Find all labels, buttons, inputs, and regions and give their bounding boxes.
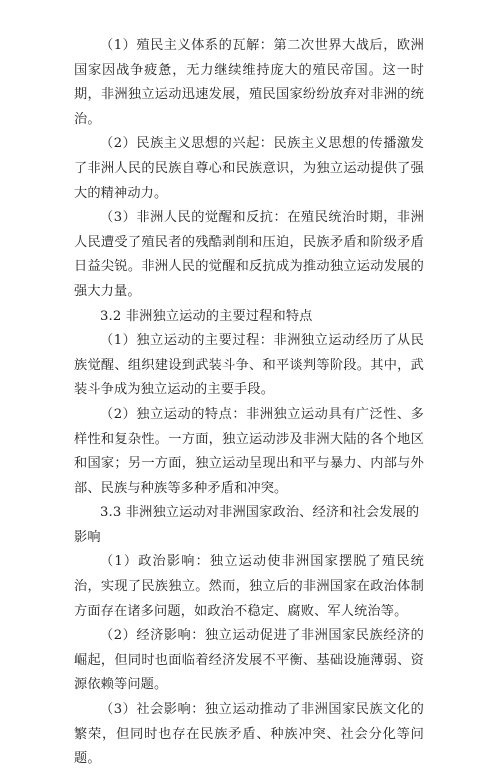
section-heading-3-2: 3.2 非洲独立运动的主要过程和特点 bbox=[100, 308, 313, 324]
section-heading-3-3: 3.3 非洲独立运动对非洲国家政治、经济和社会发展的影响 bbox=[74, 505, 420, 545]
paragraph-economic-impact: （2）经济影响：独立运动促进了非洲国家民族经济的崛起，但同时也面临着经济发展不平衡、基础设施薄弱、资源依赖等问题。 bbox=[74, 628, 424, 693]
paragraph-social-impact: （3）社会影响：独立运动推动了非洲国家民族文化的繁荣，但同时也存在民族矛盾、种族冲突、社会分化等问题。 bbox=[74, 702, 424, 767]
paragraph-characteristics: （2）独立运动的特点：非洲独立运动具有广泛性、多样性和复杂性。一方面，独立运动涉及非洲大陆的各个地区和国家；另一方面，独立运动呈现出和平与暴力、内部与外部、民族与种族等多种矛盾和冲突。 bbox=[74, 406, 424, 496]
paragraph-nationalism: （2）民族主义思想的兴起：民族主义思想的传播激发了非洲人民的民族自尊心和民族意识，为独立运动提供了强大的精神动力。 bbox=[74, 136, 424, 201]
paragraph-political-impact: （1）政治影响：独立运动使非洲国家摆脱了殖民统治，实现了民族独立。然而，独立后的非洲国家在政治体制方面存在诸多问题，如政治不稳定、腐败、军人统治等。 bbox=[74, 554, 424, 619]
paragraph-awakening: （3）非洲人民的觉醒和反抗：在殖民统治时期，非洲人民遭受了殖民者的残酷剥削和压迫，民族矛盾和阶级矛盾日益尖锐。非洲人民的觉醒和反抗成为推动独立运动发展的强大力量。 bbox=[74, 210, 424, 299]
paragraph-main-process: （1）独立运动的主要过程：非洲独立运动经历了从民族觉醒、组织建设到武装斗争、和平谈判等阶段。其中，武装斗争成为独立运动的主要手段。 bbox=[74, 333, 424, 398]
paragraph-colonial-collapse: （1）殖民主义体系的瓦解：第二次世界大战后，欧洲国家因战争疲惫，无力继续维持庞大的殖民帝国。这一时期，非洲独立运动迅速发展，殖民国家纷纷放弃对非洲的统治。 bbox=[74, 38, 424, 127]
